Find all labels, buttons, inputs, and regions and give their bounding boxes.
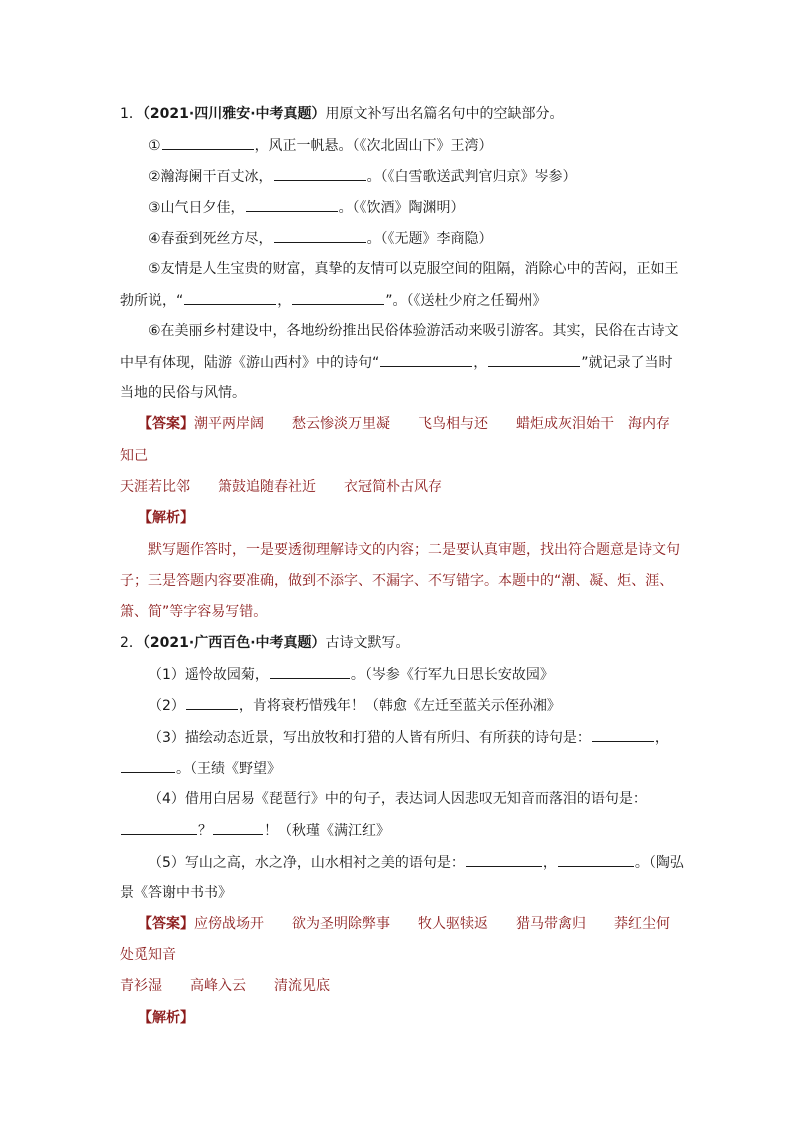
q1-header [120, 104, 564, 124]
q2-item-4-line2: ？ ！（秋瑾《满江红》 [120, 820, 390, 841]
q2-item-5-line2: 景《答谢中书书》 [120, 885, 232, 901]
q1-item-2: ②瀚海阑干百丈冰， 。（《白雪歌送武判官归京》岑参） [148, 166, 577, 187]
answer-blank[interactable] [274, 166, 366, 181]
q2-answer-line3: 青衫湿 高峰入云 清流见底 [120, 978, 330, 994]
q1-prompt: 用原文补写出名篇名句中的空缺部分。 [325, 106, 564, 122]
q1-number: 1． [120, 106, 143, 122]
answer-blank[interactable] [246, 197, 338, 212]
q1-analysis-label: 【解析】 [138, 510, 194, 526]
answer-blank[interactable] [121, 820, 197, 835]
q2-item-3-line1: （3）描绘动态近景，写出放牧和打猎的人皆有所归、有所获的诗句是： ， [148, 727, 669, 748]
q1-item-1: ① ，风正一帆悬。（《次北固山下》王湾） [148, 135, 493, 156]
q1-item-5-line2: 勃所说，“ ， ”。（《送杜少府之任蜀州》 [120, 290, 547, 311]
q2-source: （2021·广西百色·中考真题） [142, 635, 326, 651]
q2-item-1: （1）遥怜故园菊， 。（岑参《行军九日思长安故园》 [148, 664, 554, 685]
q2-number: 2． [120, 635, 143, 651]
answer-blank[interactable] [270, 664, 350, 679]
q2-analysis-label: 【解析】 [138, 1010, 194, 1026]
q1-answer-line3: 天涯若比邻 箫鼓追随春社近 衣冠简朴古风存 [120, 479, 442, 495]
q1-answer-line2: 知己 [120, 448, 148, 464]
q1-analysis-line3: 箫、简”等字容易写错。 [120, 604, 268, 620]
q2-answer-line2: 处觅知音 [120, 947, 176, 963]
q2-answer-line1: 【答案】应傍战场开 欲为圣明除弊事 牧人驱犊返 猎马带禽归 莽红尘何 [138, 916, 670, 932]
answer-blank[interactable] [292, 290, 384, 305]
answer-blank[interactable] [186, 695, 238, 710]
q1-item-3: ③山气日夕佳， 。（《饮酒》陶渊明） [148, 197, 465, 218]
q2-header [120, 633, 410, 653]
q1-answer-line1: 【答案】潮平两岸阔 愁云惨淡万里凝 飞鸟相与还 蜡炬成灰泪始干 海内存 [138, 416, 670, 432]
answer-blank[interactable] [592, 727, 654, 742]
q1-item-6-line1: ⑥在美丽乡村建设中，各地纷纷推出民俗体验游活动来吸引游客。其实，民俗在古诗文 [148, 323, 679, 339]
q2-item-2: （2） ，肯将衰朽惜残年！（韩愈《左迁至蓝关示侄孙湘》 [148, 695, 561, 716]
answer-blank[interactable] [488, 352, 580, 367]
answer-blank[interactable] [121, 758, 175, 773]
answer-label: 【答案】 [138, 916, 194, 932]
q1-item-4: ④春蚕到死丝方尽， 。（《无题》李商隐） [148, 228, 493, 249]
q1-item-6-line2: 中早有体现，陆游《游山西村》中的诗句“ ， ”就记录了当时 [120, 352, 673, 373]
q2-item-4-line1: （4）借用白居易《琵琶行》中的句子，表达词人因悲叹无知音而落泪的语句是： [148, 791, 647, 807]
q2-item-3-line2: 。（王绩《野望》 [120, 758, 281, 779]
answer-blank[interactable] [213, 820, 263, 835]
q1-source: （2021·四川雅安·中考真题） [142, 106, 326, 122]
answer-blank[interactable] [274, 228, 366, 243]
q1-item-6-line3: 当地的民俗与风情。 [120, 385, 246, 401]
q1-analysis-line2: 子；三是答题内容要准确，做到不添字、不漏字、不写错字。本题中的“潮、凝、炬、涯、 [120, 573, 674, 589]
answer-blank[interactable] [184, 290, 276, 305]
answer-blank[interactable] [466, 852, 542, 867]
answer-blank[interactable] [558, 852, 634, 867]
answer-blank[interactable] [380, 352, 472, 367]
q1-analysis-line1: 默写题作答时，一是要透彻理解诗文的内容；二是要认真审题，找出符合题意是诗文句 [148, 542, 680, 558]
q2-prompt: 古诗文默写。 [325, 635, 410, 651]
answer-blank[interactable] [162, 135, 254, 150]
q1-item-5-line1: ⑤友情是人生宝贵的财富，真挚的友情可以克服空间的阻隔，消除心中的苦闷，正如王 [148, 261, 679, 277]
answer-label: 【答案】 [138, 416, 194, 432]
q2-item-5-line1: （5）写山之高，水之净，山水相衬之美的语句是： ， 。（陶弘 [148, 852, 684, 873]
